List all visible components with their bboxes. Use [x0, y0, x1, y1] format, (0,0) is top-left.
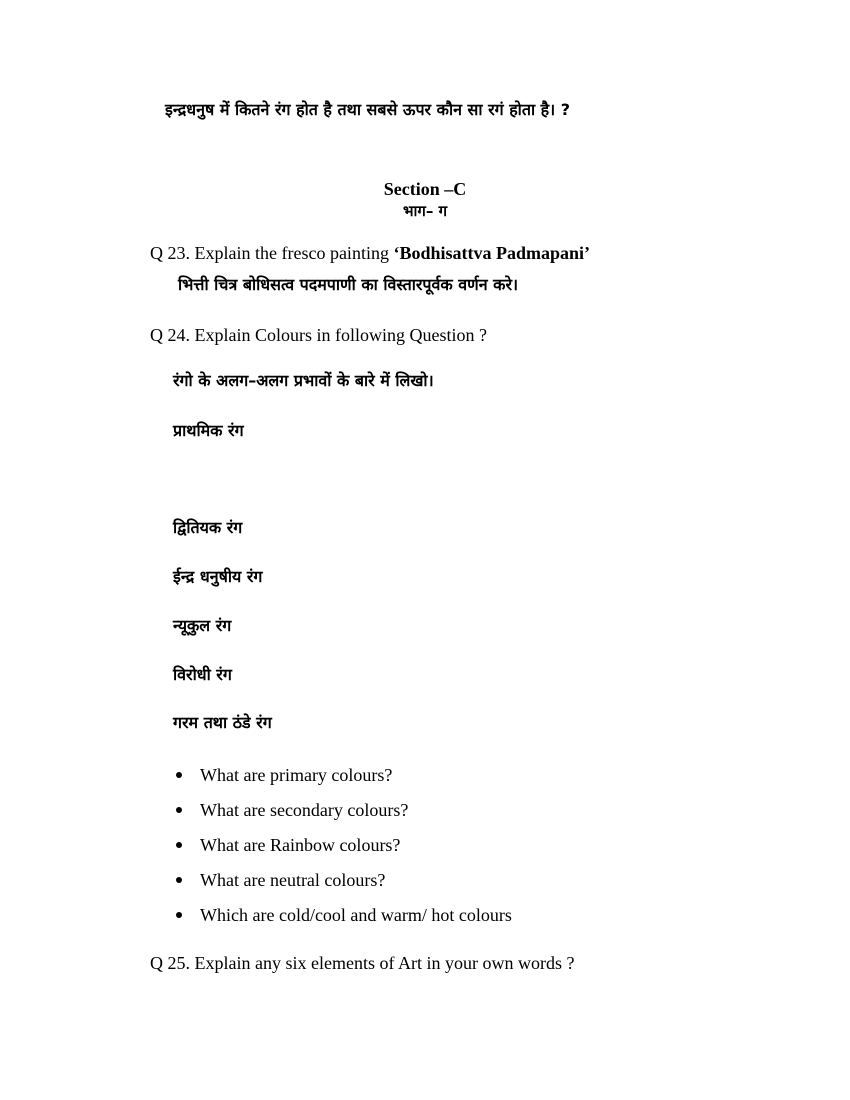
q24-hindi-item-contrast: विरोधी रंग: [173, 665, 232, 684]
bullet-icon: [176, 772, 182, 778]
list-item: What are neutral colours?: [175, 871, 512, 906]
q24-bullet-list: [175, 766, 512, 941]
q23-hindi: भित्ती चित्र बोधिसत्व पदमपाणी का विस्तारपूर्वक वर्णन करे।: [178, 275, 519, 294]
q24-hindi-item-warm-cool: गरम तथा ठंडे रंग: [173, 713, 272, 732]
list-item: What are Rainbow colours?: [175, 836, 512, 871]
bullet-icon: [176, 912, 182, 918]
section-title-hindi: भाग– ग: [402, 202, 448, 220]
section-title: Section –C: [383, 179, 467, 199]
q23-prefix: Q 23. Explain the fresco painting: [150, 243, 394, 263]
q23-painting-title: ‘Bodhisattva Padmapani’: [393, 243, 590, 263]
q24-hindi-intro: रंगो के अलग–अलग प्रभावों के बारे में लिखो।: [173, 371, 434, 390]
q24-hindi-item-primary: प्राथमिक रंग: [173, 421, 244, 440]
bullet-icon: [176, 842, 182, 848]
q25-question: Q 25. Explain any six elements of Art in your own words ?: [150, 953, 575, 973]
q24-question: Q 24. Explain Colours in following Question ?: [150, 325, 487, 345]
list-item: What are secondary colours?: [175, 801, 512, 836]
q23-question: [150, 244, 590, 262]
list-item: What are primary colours?: [175, 766, 512, 801]
q24-hindi-item-neutral: न्यूकुल रंग: [173, 616, 232, 635]
list-item: Which are cold/cool and warm/ hot colours: [175, 906, 512, 941]
bullet-icon: [176, 807, 182, 813]
q24-hindi-item-secondary: द्वितियक रंग: [173, 518, 243, 537]
q24-hindi-item-rainbow: ईन्द्र धनुषीय रंग: [173, 567, 263, 586]
rainbow-question-hindi: इन्द्रधनुष में कितने रंग होत है तथा सबसे ऊपर कौन सा रगं होता है। ?: [165, 100, 571, 119]
bullet-icon: [176, 877, 182, 883]
